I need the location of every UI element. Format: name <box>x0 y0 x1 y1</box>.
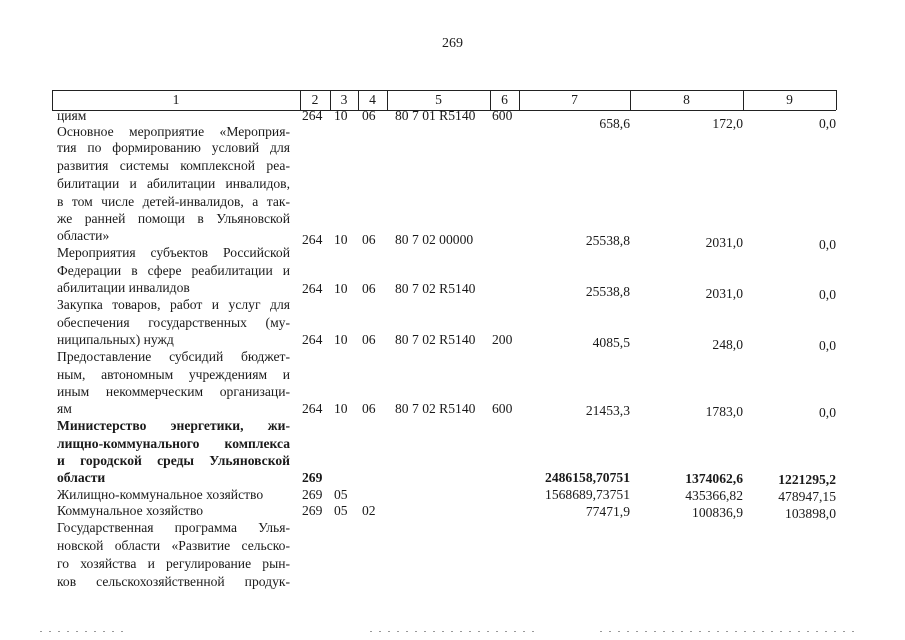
cell-c9: 0,0 <box>819 287 836 302</box>
cell-c8: 248,0 <box>712 337 743 352</box>
cell-c4: 06 <box>362 401 376 416</box>
cell-c3: 10 <box>334 108 348 123</box>
header-col-4: 4 <box>369 92 376 107</box>
desc-line: иным некоммерческим организаци- <box>57 384 290 399</box>
desc-line: ниципальных) нужд <box>57 332 174 347</box>
cell-c7: 658,6 <box>599 116 630 131</box>
cell-c2: 264 <box>302 281 323 296</box>
cell-c8: 1783,0 <box>705 404 743 419</box>
cell-c7: 77471,9 <box>585 504 630 519</box>
cell-c2: 269 <box>302 487 323 502</box>
desc-line: Мероприятия субъектов Российской <box>57 245 290 260</box>
header-col-7: 7 <box>571 92 578 107</box>
desc-line: Закупка товаров, работ и услуг для <box>57 297 290 312</box>
header-col-8: 8 <box>683 92 690 107</box>
cell-c2: 264 <box>302 401 323 416</box>
cell-c5: 80 7 02 R5140 <box>395 401 476 416</box>
desc-line: же ранней помощи в Ульяновской <box>57 211 290 226</box>
cell-c8: 100836,9 <box>692 505 743 520</box>
cell-c9: 0,0 <box>819 405 836 420</box>
cell-c7: 1568689,73751 <box>545 487 630 502</box>
cell-c3: 05 <box>334 503 348 518</box>
cell-c4: 06 <box>362 108 376 123</box>
cell-c6: 600 <box>492 108 513 123</box>
cell-c7: 25538,8 <box>585 233 630 248</box>
desc-line: новской области «Развитие сельско- <box>57 538 290 553</box>
desc-line: го хозяйства и регулирование рын- <box>57 556 290 571</box>
desc-line: Предоставление субсидий бюджет- <box>57 349 290 364</box>
cell-c7: 21453,3 <box>585 403 630 418</box>
desc-line: Государственная программа Улья- <box>57 520 290 535</box>
cell-c8: 172,0 <box>712 116 743 131</box>
cell-c6: 600 <box>492 401 513 416</box>
desc-line: Коммунальное хозяйство <box>57 503 204 518</box>
header-divider <box>836 90 837 110</box>
cell-c2: 269 <box>302 503 323 518</box>
cell-c7: 2486158,70751 <box>545 470 630 485</box>
cell-c3: 10 <box>334 281 348 296</box>
header-col-6: 6 <box>501 92 508 107</box>
cell-c5: 80 7 02 00000 <box>395 232 474 247</box>
desc-line: области <box>57 470 106 485</box>
desc-line: циям <box>57 108 87 123</box>
cell-c2: 264 <box>302 332 323 347</box>
desc-line: обеспечения государственных (му- <box>57 315 290 330</box>
desc-line: лищно-коммунального комплекса <box>57 436 290 451</box>
desc-line: Жилищно-коммунальное хозяйство <box>57 487 264 502</box>
cell-c9: 478947,15 <box>778 489 836 504</box>
cell-c8: 2031,0 <box>705 235 743 250</box>
cell-c4: 06 <box>362 332 376 347</box>
cell-c9: 1221295,2 <box>778 472 836 487</box>
cell-c8: 2031,0 <box>705 286 743 301</box>
scan-artifact <box>370 631 540 632</box>
desc-line: Министерство энергетики, жи- <box>57 418 290 433</box>
header-col-1: 1 <box>172 92 180 107</box>
header-col-9: 9 <box>786 92 793 107</box>
cell-c5: 80 7 02 R5140 <box>395 332 476 347</box>
scan-artifact <box>600 631 860 632</box>
desc-line: тия по формированию условий для <box>57 140 290 155</box>
cell-c2: 264 <box>302 108 323 123</box>
cell-c9: 0,0 <box>819 116 836 131</box>
cell-c3: 10 <box>334 401 348 416</box>
cell-c7: 4085,5 <box>592 335 630 350</box>
desc-line: билитации и абилитации инвалидов, <box>57 176 290 191</box>
scan-artifact <box>40 631 130 632</box>
cell-c4: 06 <box>362 281 376 296</box>
cell-c3: 10 <box>334 232 348 247</box>
desc-line: абилитации инвалидов <box>57 280 190 295</box>
desc-line: ным, автономным учреждениям и <box>57 367 290 382</box>
desc-line: и городской среды Ульяновской <box>57 453 290 468</box>
cell-c2: 264 <box>302 232 323 247</box>
cell-c4: 06 <box>362 232 376 247</box>
desc-line: области» <box>57 228 110 243</box>
cell-c3: 10 <box>334 332 348 347</box>
cell-c6: 200 <box>492 332 513 347</box>
desc-line: Федерации в сфере реабилитации и <box>57 263 290 278</box>
cell-c4: 02 <box>362 503 376 518</box>
header-col-3: 3 <box>340 92 348 107</box>
header-col-2: 2 <box>311 92 319 107</box>
page-number: 269 <box>442 36 463 51</box>
header-col-5: 5 <box>435 92 442 107</box>
desc-line: ков сельскохозяйственной продук- <box>57 574 290 589</box>
cell-c8: 1374062,6 <box>685 471 743 486</box>
cell-c8: 435366,82 <box>685 488 743 503</box>
desc-line: в том числе детей-инвалидов, а так- <box>57 194 290 209</box>
cell-c9: 0,0 <box>819 237 836 252</box>
desc-line: ям <box>57 401 72 416</box>
cell-c5: 80 7 02 R5140 <box>395 281 476 296</box>
desc-line: Основное мероприятие «Мероприя- <box>57 124 290 139</box>
cell-c3: 05 <box>334 487 348 502</box>
cell-c9: 103898,0 <box>785 506 836 521</box>
desc-line: развития системы комплексной реа- <box>57 158 290 173</box>
cell-c7: 25538,8 <box>585 284 630 299</box>
cell-c2: 269 <box>302 470 323 485</box>
cell-c9: 0,0 <box>819 338 836 353</box>
cell-c5: 80 7 01 R5140 <box>395 108 476 123</box>
